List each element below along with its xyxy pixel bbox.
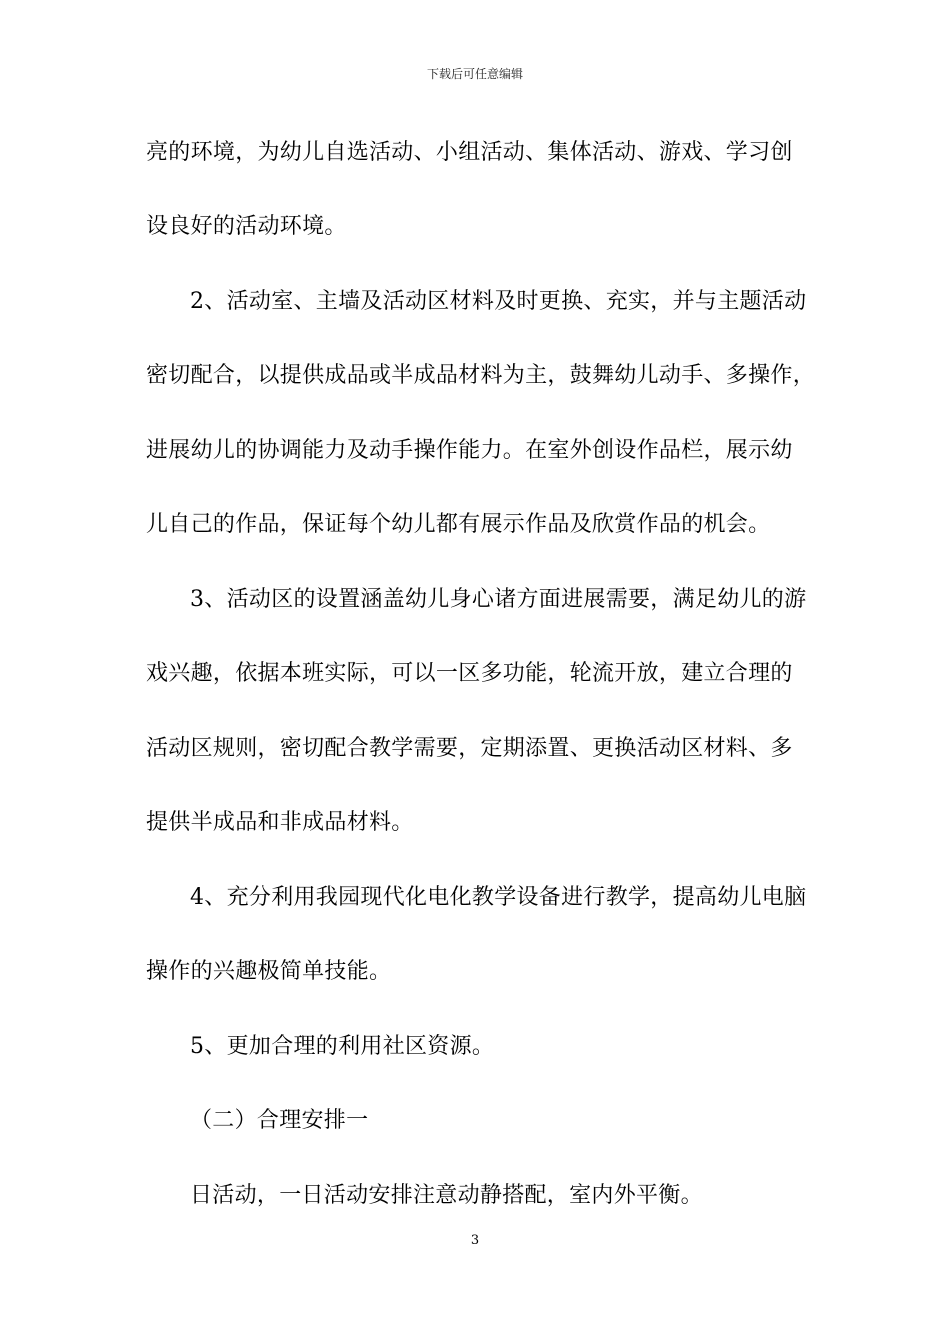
body-line: 儿自己的作品，保证每个幼儿都有展示作品及欣赏作品的机会。 [146, 512, 771, 537]
body-line: 5、更加合理的利用社区资源。 [190, 1034, 495, 1059]
body-line: 密切配合，以提供成品或半成品材料为主，鼓舞幼儿动手、多操作， [146, 363, 816, 388]
body-line: 3、活动区的设置涵盖幼儿身心诸方面进展需要，满足幼儿的游 [190, 587, 807, 612]
body-line: 亮的环境，为幼儿自选活动、小组活动、集体活动、游戏、学习创 [146, 140, 793, 165]
section-heading: （二）合理安排一 [190, 1108, 369, 1133]
body-line: 提供半成品和非成品材料。 [146, 810, 414, 835]
body-line: 操作的兴趣极简单技能。 [146, 959, 392, 984]
body-line: 4、充分利用我园现代化电化教学设备进行教学，提高幼儿电脑 [190, 885, 807, 910]
page-number: 3 [470, 1233, 480, 1248]
body-line: 2、活动室、主墙及活动区材料及时更换、充实，并与主题活动 [190, 289, 807, 314]
body-line: 设良好的活动环境。 [146, 214, 347, 239]
body-line: 进展幼儿的协调能力及动手操作能力。在室外创设作品栏，展示幼 [146, 438, 793, 463]
page-header: 下载后可任意编辑 [426, 67, 523, 81]
body-line: 戏兴趣，依据本班实际，可以一区多功能，轮流开放，建立合理的 [146, 661, 793, 686]
body-line: 活动区规则，密切配合教学需要，定期添置、更换活动区材料、多 [146, 736, 793, 761]
body-line: 日活动，一日活动安排注意动静搭配，室内外平衡。 [190, 1183, 703, 1208]
